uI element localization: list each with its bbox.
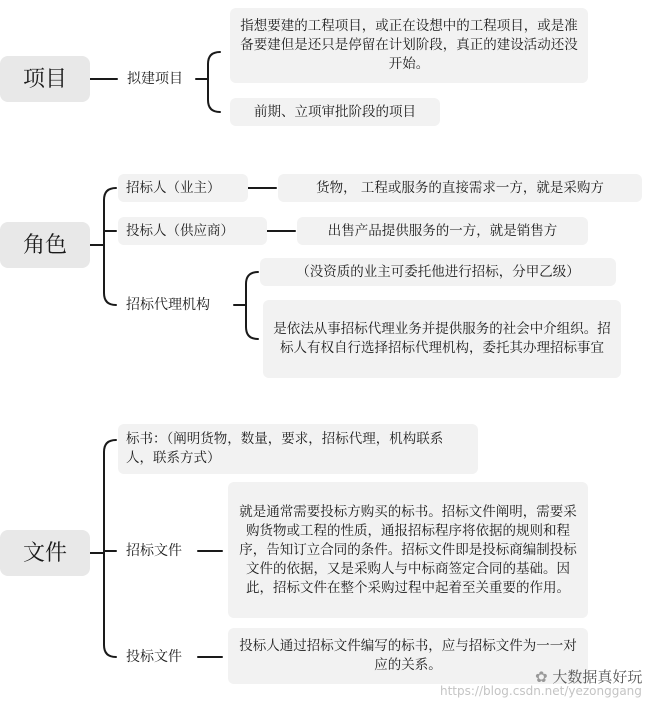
root-node-label: 角色: [22, 232, 67, 258]
detail-node: 投标人通过招标文件编写的标书，应与招标文件为一一对应的关系。: [228, 628, 588, 684]
detail-node: 货物， 工程或服务的直接需求一方，就是采购方: [278, 174, 642, 202]
branch-node-tenderer[interactable]: 招标人（业主）: [118, 174, 248, 202]
root-node-label: 文件: [22, 540, 67, 566]
branch-node-proposed-project[interactable]: 拟建项目: [127, 71, 183, 87]
branch-node-tender-document[interactable]: 招标文件: [126, 543, 182, 559]
detail-node: 出售产品提供服务的一方，就是销售方: [297, 217, 588, 245]
branch-node-agency[interactable]: 招标代理机构: [126, 297, 210, 313]
root-node-label: 项目: [22, 66, 67, 92]
detail-node: 就是通常需要投标方购买的标书。招标文件阐明，需要采购货物或工程的性质，通报招标程序将依据的规则和程序，告知订立合同的条件。招标文件即是投标商编制投标文件的依据，又是采购人与中标商签定合同的基础。因此，招标文件在整个采购过程中起着至关重要的作用。: [228, 482, 588, 618]
wechat-icon: ✿: [535, 668, 548, 686]
branch-node-bid-document[interactable]: 投标文件: [126, 649, 182, 665]
root-node-project[interactable]: [0, 56, 90, 102]
detail-node: 指想要建的工程项目，或正在设想中的工程项目，或是准备要建但是还只是停留在计划阶段，真正的建设活动还没开始。: [230, 8, 588, 83]
detail-node: 前期、立项审批阶段的项目: [230, 98, 440, 126]
root-node-documents[interactable]: [0, 530, 90, 576]
detail-node: 是依法从事招标代理业务并提供服务的社会中介组织。招标人有权自行选择招标代理机构，委托其办理招标事宜: [263, 300, 621, 378]
branch-node-tender-doc-summary[interactable]: 标书：（阐明货物，数量，要求，招标代理，机构联系人，联系方式）: [118, 424, 478, 474]
root-node-roles[interactable]: [0, 222, 90, 268]
detail-node: （没资质的业主可委托他进行招标，分甲乙级）: [260, 258, 616, 286]
watermark-brand: ✿ 大数据真好玩: [535, 668, 643, 686]
branch-node-bidder[interactable]: 投标人（供应商）: [118, 217, 267, 245]
watermark-url: https://blog.csdn.net/yezonggang: [440, 684, 642, 698]
